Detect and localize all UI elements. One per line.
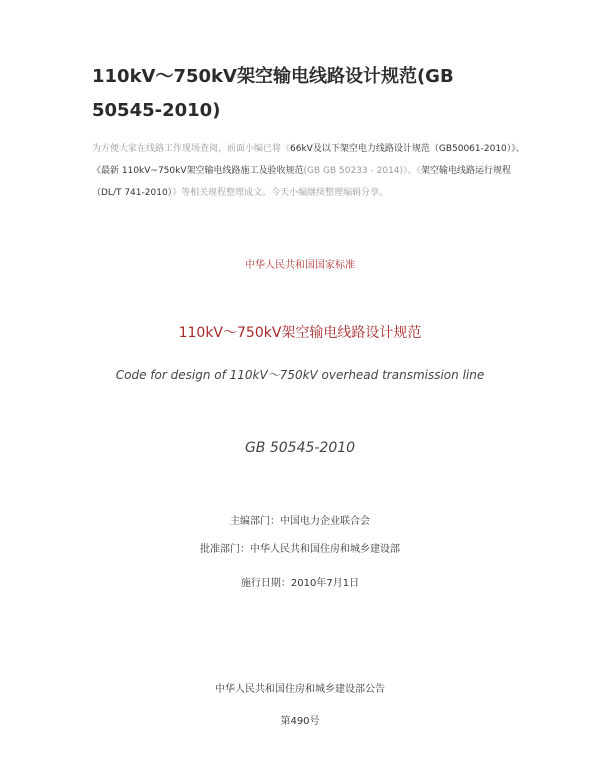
- intro-link-66kv-code[interactable]: 66kV及以下架空电力线路设计规范: [290, 144, 430, 154]
- intro-link-operation-code[interactable]: 架空输电线路运行规程（DL/T 741-2010）: [92, 166, 512, 198]
- document-code: GB 50545-2010: [244, 440, 356, 456]
- intro-link-construction-code[interactable]: （GB50061-2010）》、《最新 110kV~750kV架空输电线路施工及验收规范: [92, 144, 525, 176]
- intro-text-3: 》等相关规程整理成文。今天小编继续整理编辑分享。: [172, 188, 389, 198]
- intro-text-1: 为方便大家在线路工作现场查阅，前面小编已将《: [92, 144, 291, 154]
- approver-department: 批准部门：中华人民共和国住房和城乡建设部: [200, 544, 400, 555]
- document-title: 110kV～750kV架空输电线路设计规范: [178, 325, 422, 341]
- article-intro: [92, 138, 532, 204]
- notice-number: 第490号: [280, 716, 320, 727]
- document-title-english: Code for design of 110kV～750kV overhead transmission line: [115, 368, 485, 382]
- intro-text-2: (GB GB 50233 - 2014)》、《: [303, 166, 422, 176]
- standard-label: 中华人民共和国国家标准: [245, 260, 355, 271]
- editor-department: 主编部门：中国电力企业联合会: [230, 516, 370, 527]
- notice-title: 中华人民共和国住房和城乡建设部公告: [215, 684, 385, 695]
- article-title: 110kV～750kV架空输电线路设计规范(GB 50545-2010): [92, 66, 454, 121]
- effective-date: 施行日期：2010年7月1日: [240, 578, 360, 589]
